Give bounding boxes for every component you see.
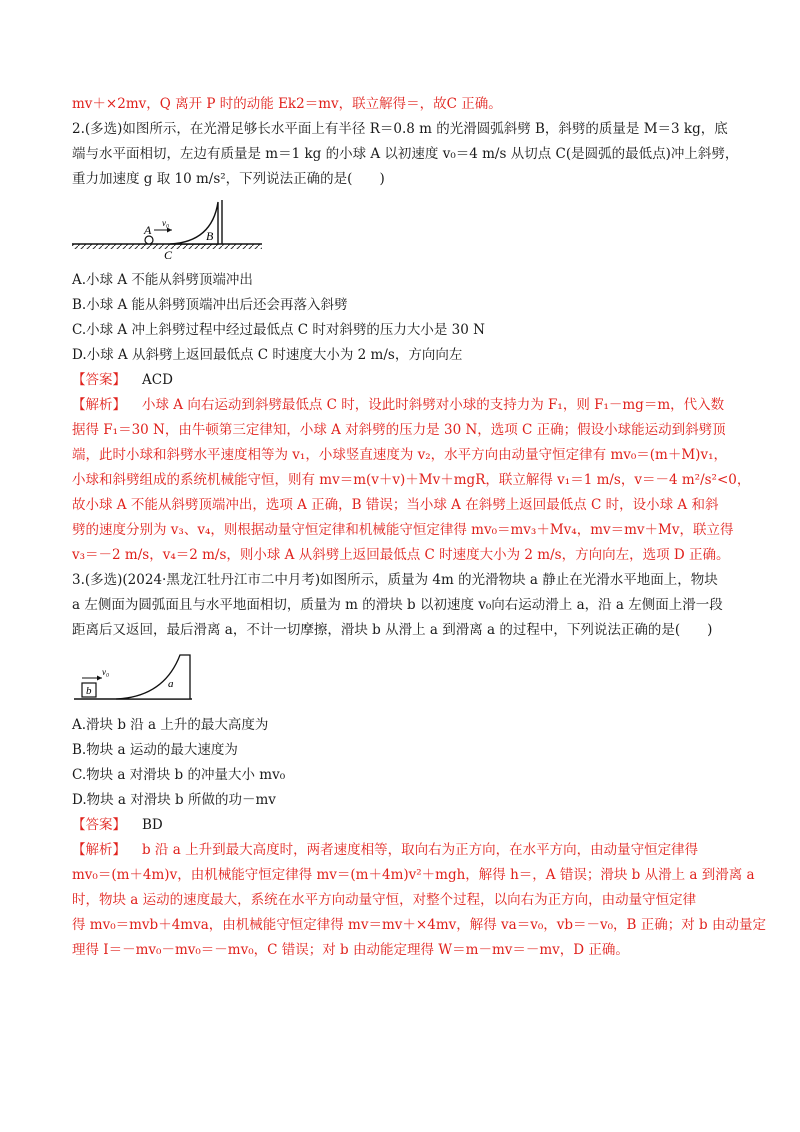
q3-stem-line: 3.(多选)(2024·黑龙江牡丹江市二中月考)如图所示，质量为 4m 的光滑物块 a 静止在光滑水平地面上，物块 — [72, 572, 718, 588]
label-b: b — [86, 685, 92, 697]
question-2 — [72, 117, 751, 568]
previous-solution-tail: mv＋×2mv，Q 离开 P 时的动能 Ek2＝mv，联立解得＝，故C 正确。 — [72, 96, 502, 112]
q3-analysis-line: 时，物块 a 运动的速度最大，系统在水平方向动量守恒，对整个过程，以向右为正方向，由动量守恒定律 — [72, 892, 697, 908]
q3-option-c: C.物块 a 对滑块 b 的冲量大小 mv₀ — [72, 767, 286, 783]
block-diagram — [72, 649, 212, 705]
label-v0: v₀ — [162, 218, 170, 228]
q3-analysis-line — [72, 838, 732, 863]
answer-value: ACD — [142, 372, 173, 388]
label-b: B — [206, 229, 214, 243]
q3-option-a: A.滑块 b 沿 a 上升的最大高度为 — [72, 717, 269, 733]
q2-option-c: C.小球 A 冲上斜劈过程中经过最低点 C 时对斜劈的压力大小是 30 N — [72, 322, 485, 338]
q2-analysis-line: 据得 F₁＝30 N，由牛顿第三定律知，小球 A 对斜劈的压力是 30 N，选项 C 正确；假设小球能运动到斜劈顶 — [72, 422, 726, 438]
question-3 — [72, 568, 766, 963]
q3-answer — [72, 813, 732, 838]
q3-analysis-line: mv₀＝(m＋4m)v，由机械能守恒定律得 mv＝(m＋4m)v²＋mgh，解得 h＝，A 错误；滑块 b 从滑上 a 到滑离 a — [72, 867, 755, 883]
q2-analysis-line: 劈的速度分别为 v₃、v₄，则根据动量守恒定律和机械能守恒定律得 mv₀＝mv₃＋Mv₄，mv＝mv＋Mv，联立得 — [72, 522, 734, 538]
q2-stem-line: 2.(多选)如图所示，在光滑足够长水平面上有半径 R＝0.8 m 的光滑圆弧斜劈 B，斜劈的质量是 M＝3 kg，底 — [72, 121, 728, 137]
answer-label: 【答案】 — [72, 817, 126, 833]
ball-a-shape — [145, 236, 153, 244]
q2-figure — [72, 198, 732, 264]
label-a: a — [168, 678, 174, 690]
q3-figure — [72, 649, 732, 709]
q2-stem-line: 端与水平面相切，左边有质量是 m＝1 kg 的小球 A 以初速度 v₀＝4 m/s 从切点 C(是圆弧的最低点)冲上斜劈， — [72, 146, 739, 162]
label-c: C — [164, 248, 173, 260]
wedge-diagram — [72, 198, 272, 260]
q2-answer — [72, 368, 732, 393]
label-v0: v₀ — [102, 667, 110, 677]
block-a-shape — [116, 655, 190, 699]
q2-analysis-line — [72, 393, 732, 418]
q3-analysis-line: 理得 I＝－mv₀－mv₀＝－mv₀，C 错误；对 b 由动能定理得 W＝m－mv＝－mv，D 正确。 — [72, 942, 629, 958]
q3-stem-line: a 左侧面为圆弧面且与水平地面相切，质量为 m 的滑块 b 以初速度 v₀向右运动滑上 a，沿 a 左侧面上滑一段 — [72, 597, 723, 613]
q2-analysis-line: v₃＝－2 m/s，v₄＝2 m/s，则小球 A 从斜劈上返回最低点 C 时速度大小为 2 m/s，方向向左，选项 D 正确。 — [72, 547, 730, 563]
q3-option-d: D.物块 a 对滑块 b 所做的功－mv — [72, 792, 276, 808]
analysis-label: 【解析】 — [72, 397, 126, 413]
answer-label: 【答案】 — [72, 372, 126, 388]
q2-option-d: D.小球 A 从斜劈上返回最低点 C 时速度大小为 2 m/s，方向向左 — [72, 347, 463, 363]
q2-option-b: B.小球 A 能从斜劈顶端冲出后还会再落入斜劈 — [72, 297, 348, 313]
arrow-head-icon — [167, 228, 172, 233]
answer-value: BD — [142, 817, 163, 833]
q2-analysis-line: 故小球 A 不能从斜劈顶端冲出，选项 A 正确，B 错误；当小球 A 在斜劈上返回最低点 C 时，设小球 A 和斜 — [72, 497, 719, 513]
page-content — [72, 92, 766, 963]
analysis-text: b 沿 a 上升到最大高度时，两者速度相等，取向右为正方向，在水平方向，由动量守恒定律得 — [142, 842, 699, 858]
analysis-label: 【解析】 — [72, 842, 126, 858]
label-a: A — [144, 223, 152, 237]
q2-option-a: A.小球 A 不能从斜劈顶端冲出 — [72, 272, 253, 288]
q3-stem-line: 距离后又返回，最后滑离 a，不计一切摩擦，滑块 b 从滑上 a 到滑离 a 的过程中，下列说法正确的是( ) — [72, 622, 713, 638]
analysis-text: 小球 A 向右运动到斜劈最低点 C 时，设此时斜劈对小球的支持力为 F₁，则 F₁－mg＝m，代入数 — [142, 397, 725, 413]
q2-analysis-line: 小球和斜劈组成的系统机械能守恒，则有 mv＝m(v＋v)＋Mv＋mgR，联立解得 v₁＝1 m/s，v＝－4 m²/s²<0， — [72, 472, 751, 488]
q3-analysis-line: 得 mv₀＝mvb＋4mva，由机械能守恒定律得 mv＝mv＋×4mv，解得 va＝v₀，vb＝－v₀，B 正确；对 b 由动量定 — [72, 917, 766, 933]
q2-stem-line: 重力加速度 g 取 10 m/s²，下列说法正确的是( ) — [72, 171, 385, 187]
q2-analysis-line: 端，此时小球和斜劈水平速度相等为 v₁，小球竖直速度为 v₂，水平方向由动量守恒定律有 mv₀＝(m＋M)v₁， — [72, 447, 727, 463]
q3-option-b: B.物块 a 运动的最大速度为 — [72, 742, 238, 758]
